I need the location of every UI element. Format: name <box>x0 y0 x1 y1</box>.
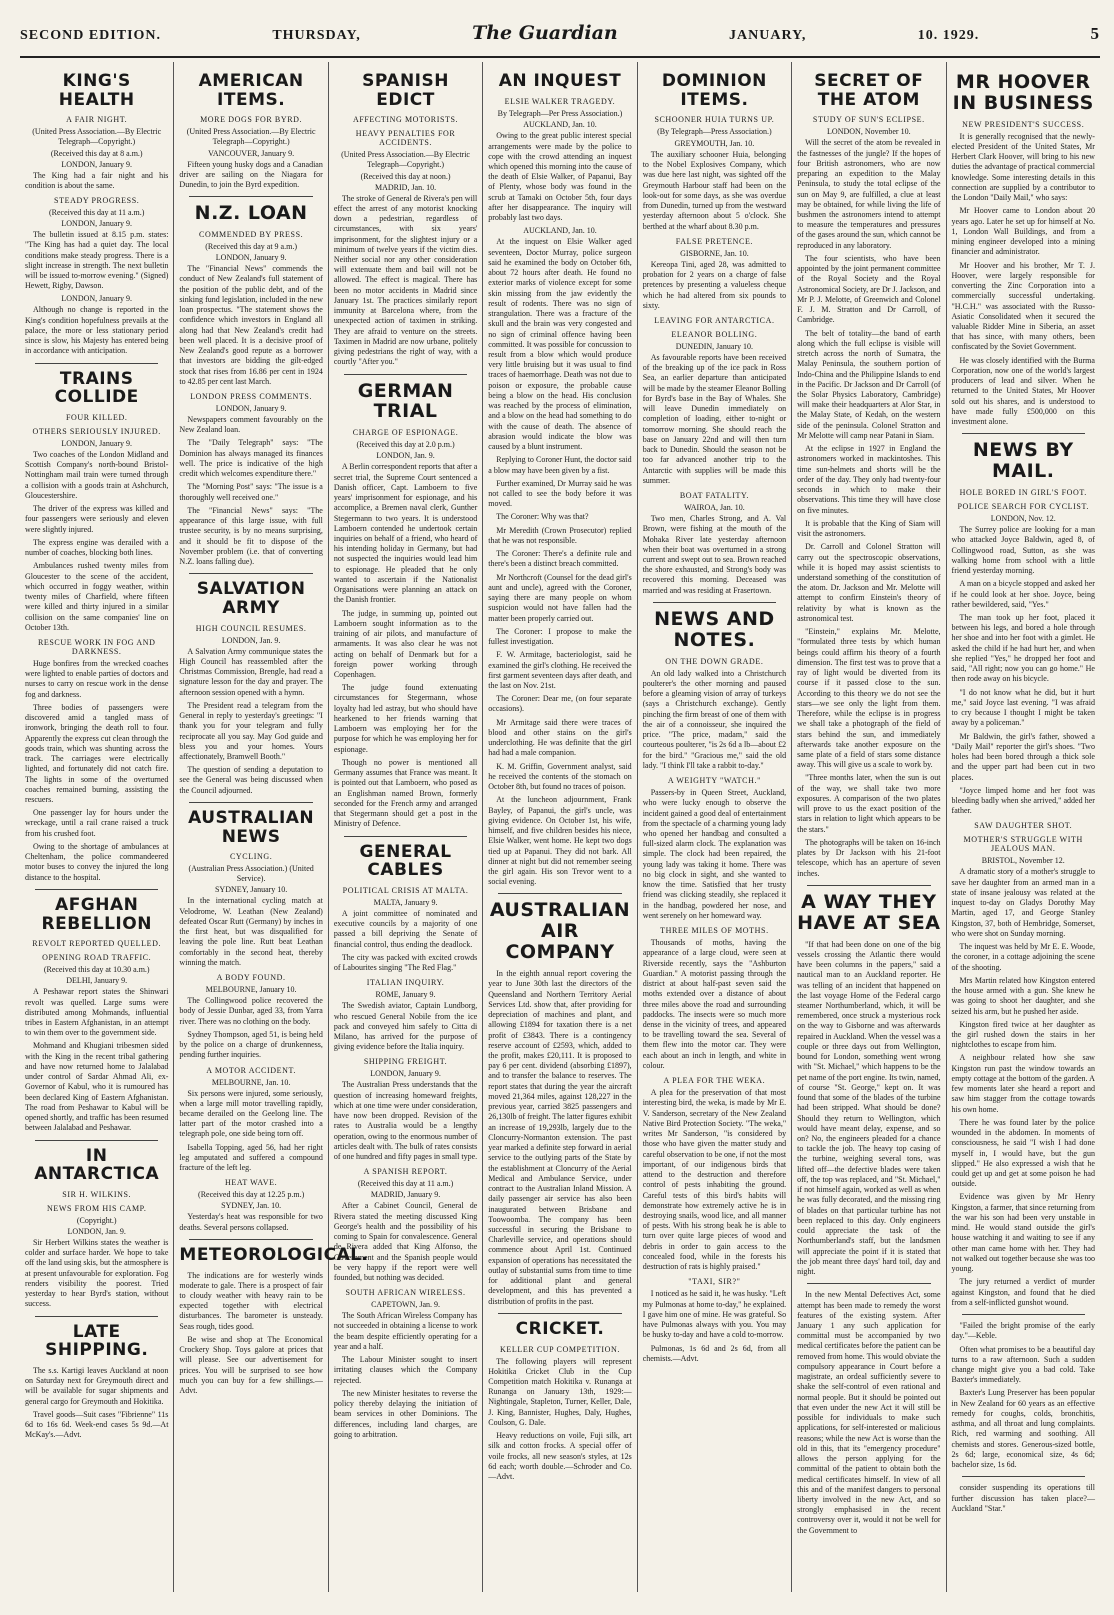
paragraph: Further examined, Dr Murray said he was not called to see the body before it was moved. <box>488 478 632 509</box>
dateline: SYDNEY, January 10. <box>214 885 288 895</box>
subhead: MOTHER'S STRUGGLE WITH JEALOUS MAN. <box>963 835 1083 854</box>
subhead: HIGH COUNCIL RESUMES. <box>195 623 307 633</box>
paragraph: The question of sending a deputation to see the General was being discussed when the Council adjourned. <box>179 765 323 795</box>
headline-spanish-edict: SPANISH EDICT <box>362 71 449 110</box>
paragraph: Dr. Carroll and Colonel Stratton will carry out the spectroscopic observations, while it is hoped may assist scientists to understand something of the constitution of the atom. Dr. Jackson and Mr. Melotte will attempt to confirm Einstein's theory of relativity by what is known as the astronomical test. <box>797 542 941 623</box>
dateline: LONDON, Jan. 9. <box>67 1226 126 1236</box>
paragraph: The jury returned a verdict of murder against Kingston, and found that he died from a self-inflicted gunshot wound. <box>951 1277 1095 1307</box>
paragraph: In the international cycling match at Velodrome, W. Leathan (New Zealand) defeated Oscar Rutt (Germany) by inches in the first heat, but was disqualified for leaving the pole line. Rutt beat Leathan comfortably in the second heat, thereby winning the match. <box>179 896 323 967</box>
dateline: MALTA, January 9. <box>373 897 438 907</box>
paragraph: The Surrey police are looking for a man who attacked Joyce Baldwin, aged 8, of Collingwood road, Sutton, as she was walking home from school with a little friend yesterday morning. <box>951 525 1095 576</box>
subhead: A MOTOR ACCIDENT. <box>206 1065 296 1075</box>
advertisement: Pulmonas, 1s 6d and 2s 6d, from all chemists.—Advt. <box>642 1343 787 1363</box>
paragraph: Evidence was given by Mr Henry Kingston, a farmer, that since returning from the war his son had been very unstable in mind. He would stand outside the girl's house watching it and waiting to see if any other man came home with her. They had not walked out together because she was too young. <box>951 1192 1095 1274</box>
day-label: THURSDAY, <box>272 28 361 43</box>
subhead: NEW PRESIDENT'S SUCCESS. <box>962 119 1085 129</box>
divider <box>807 885 930 886</box>
paragraph: Mr Hoover came to London about 20 years ago. Later he set up for himself at No. 1, London Wall Buildings, and from a mining engineer developed into a mining financier and administrator. <box>951 206 1095 257</box>
paragraph: The s.s. Kartigi leaves Auckland at noon on Saturday next for Greymouth direct and will be available for sugar shipments and general cargo for Greymouth and Hokitika. <box>25 1365 169 1406</box>
advertisement: Baxter's Lung Preserver has been popular in New Zealand for 60 years as an effective remedy for coughs, colds, bronchitis, asthma, and all throat and lung complaints. Rich, red warming and soothing. All chemists and stores. Generous-sized bottle, 2s 6d; large, economical size, 4s 6d; bachelor size, 1s 6d. <box>951 1388 1095 1470</box>
advertisement: Often what promises to be a beautiful day turns to a raw afternoon. Such a sudden change might give you a bad cold. Take Baxter's immediately. <box>951 1344 1095 1385</box>
paragraph: Ambulances rushed twenty miles from Gloucester to the scene of the accident, which occurred in foggy weather, within twenty miles of Charfield, where fifteen were killed and thirty injured in a similar collision on the same companies' line on October 13th. <box>25 561 169 632</box>
dateline: LONDON, January 9. <box>61 438 133 448</box>
divider <box>498 1313 621 1314</box>
paragraph: The "Morning Post" says: "The issue is a thoroughly well received one." <box>179 482 323 502</box>
divider <box>807 1283 930 1284</box>
received-line: (Received this day at 11 a.m.) <box>48 208 145 218</box>
received-line: (Received this day at 11 a.m.) <box>357 1179 454 1189</box>
paragraph: The Coroner: Why was that? <box>496 512 589 522</box>
paragraph: The "Financial News" commends the conduct of New Zealand's full statement of the position of the public debt, and of the sinking fund legislation, included in the new loan prospectus. "The statement shows the confidence which investors in England all along had that New Zealand's credit had been well placed. It is a decisive proof of New Zealand's good repute as a borrower that investors are bidding the gilt-edged stock that rises from 16.86 per cent in 1924 to 42.85 per cent last March. <box>179 264 323 386</box>
dateline: LONDON, January 9. <box>61 159 133 169</box>
subhead: STEADY PROGRESS. <box>54 196 140 206</box>
subhead: COMMENDED BY PRESS. <box>199 230 304 240</box>
paragraph: I noticed as he said it, he was husky. "Left my Pulmonas at home to-day," he explained. I gave him one of mine. He was grateful. So have Pulmonas always with you. You may be husky to-day and have a cold to-morrow. <box>642 1289 787 1340</box>
advertisement: Heavy reductions on voile, Fuji silk, art silk and cotton frocks. A special offer of voile frocks, all new season's styles, at 12s 6d each; worth double.—Schroder and Co.—Advt. <box>488 1431 632 1482</box>
divider <box>35 1140 158 1141</box>
dateline: WAIROA, Jan. 10. <box>684 503 745 513</box>
divider <box>962 1314 1085 1315</box>
dateline: LONDON, Jan. 9. <box>221 635 281 645</box>
paragraph: Replying to Coroner Hunt, the doctor said a blow may have been given by a fist. <box>488 455 632 475</box>
paragraph: Passers-by in Queen Street, Auckland, who were lucky enough to observe the incident gained a good deal of entertainment from the spectacle of a charming young lady who opened her handbag and consulted a full-sized alarm clock. The explanation was simple. The clock had been repaired, the young lady was taking it home. There was no big clock in sight, and she wanted to know the time. Satisfied that her trusty friend was clicking steadily, she replaced it in the handbag, powdered her nose, and went serenely on her homeward way. <box>642 788 787 920</box>
divider <box>344 374 467 375</box>
dateline: DUNEDIN, January 10. <box>675 342 754 352</box>
headline-news-and-notes: NEWS AND NOTES. <box>654 607 775 651</box>
dateline: LONDON, January 9. <box>215 253 287 263</box>
paragraph: The photographs will be taken on 16-inch plates by Dr Jackson with his 21-foot telescope, which has an aperture of seven inches. <box>797 837 941 878</box>
paragraph: A Peshawar report states the Shinwari revolt was quelled. Large sums were distributed among Mohmands, influential tribes in Eastern Afghanistan, in an attempt to win them over to the government side. <box>25 987 169 1038</box>
column-7 <box>947 62 1100 1592</box>
subhead: A BODY FOUND. <box>216 973 286 983</box>
headline-secret-of-the-atom: SECRET OF THE ATOM <box>814 71 924 110</box>
divider <box>189 573 312 574</box>
paragraph: Kereopa Tini, aged 28, was admitted to probation for 2 years on a charge of false pretences by presenting a valueless cheque which he had altered from six pounds to sixty. <box>642 259 787 310</box>
subhead: ITALIAN INQUIRY. <box>366 978 445 988</box>
paragraph: The President read a telegram from the General in reply to yesterday's greetings: "I thank you for your telegram and fully reciprocate all you say. May God guide and bless you and your homes. Yours affectionately, Bramwell Booth." <box>179 700 323 761</box>
headline-australian-news: AUSTRALIAN NEWS <box>188 807 315 847</box>
subhead: OPENING ROAD TRAFFIC. <box>42 953 152 963</box>
dateline: VANCOUVER, January 9. <box>208 148 295 158</box>
headline-in-antarctica: IN ANTARCTICA <box>34 1145 160 1185</box>
paragraph: A joint committee of nominated and executive councils by a majority of one passed a bill depriving the Senate of financial control, thus ending the deadlock. <box>333 908 478 949</box>
paragraph: The express engine was derailed with a number of coaches, blocking both lines. <box>25 537 169 558</box>
masthead <box>20 22 1100 58</box>
paragraph: Mrs Martin related how Kingston entered the house armed with a gun. She knew he was going to shoot her daughter, and she seized his arm, but he pushed her aside. <box>951 975 1095 1016</box>
received-line: (Received this day at 9 a.m.) <box>205 242 297 252</box>
dateline: LONDON, January 9. <box>61 294 133 304</box>
paragraph: Sir Herbert Wilkins states the weather is colder and surface harder. We hope to take off the land using skis, but the atmosphere is at present unfavourable for exploration. Fog renders visibility the poorest. Tried yesterday to hear Byrd's station, without success. <box>25 1237 169 1309</box>
subhead: A PLEA FOR THE WEKA. <box>663 1076 766 1086</box>
subhead: SOUTH AFRICAN WIRELESS. <box>345 1288 466 1298</box>
paragraph: Yesterday's heat was responsible for two deaths. Several persons collapsed. <box>179 1212 323 1232</box>
paragraph: A Berlin correspondent reports that after a secret trial, the Supreme Court sentenced a Danish officer, Capt. Lamboern to five years' imprisonment for espionage, and his accomplice, a Bremen naval clerk, Gunther Stegermann to two years. It is understood Lamboern contended he undertook certain inquiries on behalf of a friend, who heard of his intending holiday in Germany, but had not suspected the inquiries would lead him to espionage. He pleaded that he only wanted to ascertain if the Nationalist Organisations were planning an attack on the Danish frontier. <box>333 462 478 605</box>
paragraph: The stroke of General de Rivera's pen will effect the arrest of any motorist knocking down a pedestrian, regardless of circumstances, with six years' imprisonment, for the slightest injury or a minimum of twelve years if the victim dies. Neither social nor any other consideration will extenuate them and bail will not be allowed. The effect is magical. There has been no motor accidents in Madrid since January 1st. The practices similarly report immunity at Barcelona where, from the unexpected action of taximen in striking. They are afraid to venture on the streets. Taximen in Madrid are now urbane, politely giving pedestrians the right of way, with a courtly "After you." <box>333 193 478 367</box>
paragraph: As favourable reports have been received of the breaking up of the ice pack in Ross Sea, an earlier departure than anticipated will be made by the steamer Eleanor Bolling for Byrd's base in the Bay of Whales. She will leave Dunedin immediately on completion of loading, either to-night or tomorrow morning. She should reach the base on January 22nd and will then turn back to Dunedin. Should the season not be too far advanced another trip to the Antarctic with supplies will be made this summer. <box>642 353 787 485</box>
subhead: AFFECTING MOTORISTS. <box>352 115 459 125</box>
paragraph: The Swedish aviator, Captain Lundborg, who rescued General Nobile from the ice pack and conveyed him safely to Citta di Milano, has arrived for the purpose of giving evidence before the Italia inquiry. <box>333 1001 478 1052</box>
headline-german-trial: GERMAN TRIAL <box>357 379 454 423</box>
dateline: GREYMOUTH, Jan. 10. <box>674 138 755 148</box>
paragraph: The South African Wireless Company has not succeeded in obtaining a license to work the beam despite efficiently operating for a year and a half. <box>333 1311 478 1351</box>
subhead: THREE MILES OF MOTHS. <box>660 926 769 936</box>
paragraph: Six persons were injured, some seriously, when a large mill motor travelling rapidly, became derailed on the Geelong line. The latter part of the motor crashed into a telegraph pole, one side being torn off. <box>179 1088 323 1139</box>
divider <box>344 836 467 837</box>
dateline: MADRID, Jan. 10. <box>375 182 437 192</box>
paragraph: The judge, in summing up, pointed out Lamboern sought information as to the training of air pilots, and manufacture of armaments. It was also clear he was not acting on behalf of Denmark but for a foreign power working through Copenhagen. <box>333 608 478 680</box>
headline-trains-collide: TRAINS COLLIDE <box>54 368 139 408</box>
divider <box>498 893 621 894</box>
paragraph: The Coroner: There's a definite rule and there's been a distinct breach committed. <box>488 549 632 569</box>
paragraph: The auxiliary schooner Huia, belonging to the Nobel Explosives Company, which was due here last night, was sighted off the Greymouth Harbour staff had been on the look-out for some days, as she was overdue from Dunedin, turned up from the westward yesterday afternoon about 5 o'clock. She berthed at the wharf about 8.30 p.m. <box>642 149 787 231</box>
paragraph: There he was found later by the police wounded in the abdomen. In moments of consciousness, he said "I wish I had done myself in, I would have, but the gun slipped." He also expressed a wish that he could get up and get at some poison he had outside. <box>951 1117 1095 1189</box>
subhead: MORE DOGS FOR BYRD. <box>200 115 303 125</box>
columns <box>20 62 1100 1592</box>
paragraph: The King had a fair night and his condition is about the same. <box>25 170 169 190</box>
subhead: CYCLING. <box>229 852 273 862</box>
paragraph: Newspapers comment favourably on the New Zealand loan. <box>179 414 323 435</box>
paragraph: It is probable that the King of Siam will visit the astronomers. <box>797 518 941 539</box>
headline-australian-air-company: AUSTRALIAN AIR COMPANY <box>489 899 631 964</box>
paragraph: He was closely identified with the Burma Corporation, now one of the world's largest producers of lead and silver. When he returned to the United States, Mr Hoover sold out his shares, and is understood to have made fully £500,000 on this investment alone. <box>951 355 1095 427</box>
edition-label: SECOND EDITION. <box>20 28 162 43</box>
headline-nz-loan: N.Z. LOAN <box>194 202 308 225</box>
subhead: STUDY OF SUN'S ECLIPSE. <box>812 115 925 125</box>
paragraph: "If that had been done on one of the big vessels crossing the Atlantic there would have been columns in the papers," said a nautical man to an Auckland reporter. He was telling of an incident that happened on the last voyage Home of the Federal cargo steamer Northumberland, which, it will be remembered, once struck a mysterious rock on the way to Gisborne and was afterwards repaired in Auckland. When the vessel was a couple or three days out from Wellington, bound for London, something went wrong with "St. Michael," which happens to be the pet name of the port engine. Its twin, named, of course "St. George," kept on. It was found that some of the blades of the turbine had been stripped. What should be done? Should they return to Wellington, which would have meant delay, expense, and so on? No, the engineers pleaded for a chance to tackle the job. The heavy top casing of the turbine, weighing several tons, was lifted off—the defective blades were taken off, the top was replaced, and "St. Michael," if not himself again, worked as well as when he was fully decorated, and the missing ring of blades on that particular turbine has not been replaced to this day. Only engineers could appreciate the task of the Northumberland's staff, but the landsmen will appreciate the point if it is stated that the job meant three days' hard toil, day and night. <box>797 939 941 1277</box>
received-line: (Received this day at 12.25 p.m.) <box>198 1190 305 1200</box>
dateline: LONDON, Jan. 9. <box>376 451 435 461</box>
dateline: BRISTOL, November 12. <box>981 856 1065 866</box>
paragraph: At the inquest on Elsie Walker aged seventeen, Doctor Murray, police surgeon said he examined the body on October 6th, about 72 hours after death. He found no exterior marks of violence except for some skin missing from the jaw evidently the result of rodents. There was no sign of strangulation. There was a fracture of the skull and the brain was very congested and no sign of criminal offence having been committed. It was possible for concussion to result from a blow which would produce very little bruising but it was usual to find traces of haemorrhage. Death was not due to poison or exposure, the probable cause being a blow on the head. His conclusion was reached by the process of elimination, and a blow on the head had something to do with the cause of death. The absence of abrasion would indicate the blow was caused by a blunt instrument. <box>488 237 632 452</box>
paragraph: Fifteen young husky dogs and a Canadian driver are sailing on the Niagara for Dunedin, to join the Byrd expedition. <box>179 159 323 190</box>
paragraph: The "Daily Telegraph" says: "The Dominion has always managed its finances well. The price is indicative of the high credit which welcomes expenditure there." <box>179 438 323 479</box>
paragraph: Sydney Thompson, aged 51, is being held by the police on a charge of drunkenness, pending further inquiries. <box>179 1029 323 1060</box>
paragraph: The indications are for westerly winds moderate to gale. There is a prospect of fair to cloudy weather with heavy rain to be expected together with electrical disturbances. The barometer is unsteady. Seas rough, tides good. <box>179 1270 323 1331</box>
subhead: POLITICAL CRISIS AT MALTA. <box>342 885 469 895</box>
column-3 <box>329 62 483 1592</box>
subhead: LONDON PRESS COMMENTS. <box>190 391 313 401</box>
paragraph: The belt of totality—the band of earth along which the full eclipse is visible will stretch across the north of Sumatra, the Malay Peninsula, the southern portion of Indo-China and the Philippine Islands to end in the Pacific. Dr Jackson and Dr Carroll (of the Solar Physics Laboratory, Cambridge) will make their headquarters at Alor Star, in the Malay State, of Kedah, on the western side of the peninsula. Colonel Stratton and Mr Melotte will camp near Patani in Siam. <box>797 328 941 440</box>
dateline: MELBOURNE, January 10. <box>205 985 297 995</box>
subhead: ELEANOR BOLLING. <box>671 330 758 340</box>
subhead: RESCUE WORK IN FOG AND DARKNESS. <box>37 637 156 656</box>
advertisement: Be wise and shop at The Economical Crockery Shop. Toys galore at prices that will please. See our advertisement for prices. You will be surprised to see how much you can buy for a few shillings.—Advt. <box>179 1334 323 1396</box>
subhead: HEAT WAVE. <box>225 1178 278 1188</box>
paragraph: In the eighth annual report covering the year to June 30th last the directors of the Queensland and Northern Territory Aerial Services Ltd. show that, after providing for depreciation of machines and plant, and allowing £1894 for taxation there is a net profit of £3843. There is a contingency reserve account of £2593, which, added to the profit, makes £20,111. It is proposed to pay 6 per cent. dividend (absorbing £1897), and to transfer the balance to reserves. The report states that during the year the aircraft moved 21,364 miles, against 128,227 in the previous year, carried 3825 passengers and 26,130lb of freight. The latter figures exhibit an increase of 19,293lb, largely due to the Cloncurry-Normanton extension. The past year marked a definite step forward in aerial service to the outlying parts of the State by the establishment at Cloncurry of the Aerial Medical and Ambulance Service, under contract to the Australian Inland Mission. A daily passenger air service has also been inaugurated between Brisbane and Toowoomba. The company has been successful in securing the Brisbane to Charleville service, and operations should commence about April 1st. Continued expansion of operations has necessitated the outlay of substantial sums from time to time for additional plant and general development, and this has prevented a distribution of profits in the past. <box>488 969 632 1306</box>
headline-an-inquest: AN INQUEST <box>498 71 622 91</box>
dateline: AUCKLAND, Jan. 10. <box>523 120 597 130</box>
subhead: KELLER CUP COMPETITION. <box>500 1344 620 1354</box>
paragraph: The Labour Minister sought to insert irritating clauses which the Company rejected. <box>333 1355 478 1385</box>
paragraph: In the new Mental Defectives Act, some attempt has been made to remedy the worst features of the existing system. After January 1 any such application for committal must be accompanied by two medical certificates before the patient can be removed from home. This would obviate the compulsory appearance in Court before a magistrate, an ordeal sufficiently severe to shake the self-control of even rational and normal people. But it should be pointed out that even under the new Act it will still be possible for individuals to make such applications, for self-interested or malicious reasons; while the new Act is worse than the old in this, that its "emergency procedure" allows the person applying for the committal of the patient to obtain both the medical certificates himself. In view of all this and of the manifest dangers to personal liberty involved in the new Act, and so strongly emphasised in the recent controversy over it, would it not be well for the Government to <box>797 1290 941 1535</box>
paragraph: A dramatic story of a mother's struggle to save her daughter from an armed man in a state of insane jealousy was related at the inquest to-day on Gladys Dorothy May Martin, aged 17, and George Stanley Kingston, 37, both of Hembridge, Somerset, who were shot on Sunday morning. <box>951 867 1095 938</box>
paragraph: A plea for the preservation of that most interesting bird, the weka, is made by Mr E. V. Sanderson, secretary of the New Zealand Native Bird Protection Society. "The weka," writes Mr Sanderson, "is considered by those who have given the matter study and careful observation to be one, if not the most important, of our indigenous birds that attend to the destruction and therefore control of pests inhabiting the ground. Careful tests of this bird's habits will demonstrate how extremely active he is in destroying snails, wood lice, and all manner of pests. With his strong beak he is able to turn over quite large pieces of wood and debris in order to gain access to the concealed food, while in the forests his destruction of rats is highly praised." <box>642 1088 787 1272</box>
divider <box>35 889 158 890</box>
subhead: BOAT FATALITY. <box>679 491 749 501</box>
headline-news-by-mail: NEWS BY MAIL. <box>972 439 1074 483</box>
paragraph: Thousands of moths, having the appearance of a large cloud, were seen at Riverside recently, says the "Ashburton Guardian." A motorist passing through the district at about half-past seven said the moths extended over a distance of about three miles above the road and surrounding paddocks. The insects were so much more dense in the vicinity of trees, and appeared to be travelling toward the sea. Several of them flew into the motor car. They were each about an inch in length, and white in colour. <box>642 938 787 1070</box>
dateline: LONDON, January 9. <box>215 403 287 413</box>
paragraph: "I do not know what he did, but it hurt me," said Joyce last evening. "I was afraid to cry because I thought I might be taken away by a policeman." <box>951 687 1095 728</box>
column-4 <box>483 62 637 1592</box>
subhead: ON THE DOWN GRADE. <box>665 656 764 666</box>
subhead: SHIPPING FREIGHT. <box>363 1057 448 1067</box>
divider <box>962 433 1085 434</box>
subhead: FOUR KILLED. <box>66 412 128 422</box>
paragraph: The city was packed with excited crowds of Labourites singing "The Red Flag." <box>333 952 478 973</box>
dateline: AUCKLAND, Jan. 10. <box>523 226 597 236</box>
subhead: SAW DAUGHTER SHOT. <box>974 821 1073 831</box>
dateline: DELHI, January 9. <box>66 976 128 986</box>
headline-meteorological: METEOROLOGICAL. <box>179 1244 369 1265</box>
divider <box>962 1476 1085 1477</box>
subhead: A WEIGHTY "WATCH." <box>667 776 761 786</box>
paragraph: The new Minister hesitates to reverse the policy thereby delaying the initiation of beam services in other Dominions. The differences, including land charges, are going to arbitration. <box>333 1388 478 1439</box>
headline-dominion-items: DOMINION ITEMS. <box>661 71 767 110</box>
headline-mr-hoover-in-business: MR HOOVER IN BUSINESS <box>952 71 1094 114</box>
subhead: FALSE PRETENCE. <box>675 236 754 246</box>
paragraph: Will the secret of the atom be revealed in the fastnesses of the jungle? If the hopes of four British astronomers, who are now preparing an expedition to the Malay Peninsula, to study the total eclipse of the sun on May 9, are fulfilled, a clue at least may be obtained, for while living the life of bushmen the astronomers intend to attempt to measure the temperatures and pressures of the gases around the sun, which cannot be reproduced in any laboratory. <box>797 138 941 250</box>
paragraph: An old lady walked into a Christchurch poulterer's the other morning and paused before a gleaming vision of array of turkeys (says a Christchurch exchange). Gently pinching the firm breast of one of them with the air of a connoisseur, she inquired the price. "The price, madam," said the courteous poulterer, "is 2s 6d a lb—about £2 for the bird." "Gracious me," said the old lady. "I think I'll take a rabbit to-day." <box>642 668 787 770</box>
dateline: ROME, January 9. <box>375 990 436 1000</box>
subhead: OTHERS SERIOUSLY INJURED. <box>32 426 161 436</box>
paragraph: Owing to the great public interest special arrangements were made by the police to cope with the crowd attending an inquest which opened this morning into the cause of the death of Elsie Walker, of Papanui, Bay of Plenty, whose body was found in the scrub at Tamaki on October 5th, four days after her disappearance. The inquiry will probably last two days. <box>488 131 632 223</box>
subhead: A SPANISH REPORT. <box>363 1167 448 1177</box>
paragraph: Two men, Charles Strong, and A. Val Brown, were fishing at the mouth of the Mohaka River late yesterday afternoon when their boat was overturned in a strong current and swept out to sea. Brown reached the shore exhausted, and Strong's body was recovered this morning. Deceased was married and was residing at Frasertown. <box>642 514 787 595</box>
subhead: SIR H. WILKINS. <box>62 1189 132 1199</box>
subhead: SCHOONER HUIA TURNS UP. <box>654 115 775 125</box>
paragraph: K. M. Griffin, Government analyst, said he received the contents of the stomach on October 8th, but found no traces of poison. <box>488 761 632 792</box>
paragraph: Though no power is mentioned all Germany assumes that France was meant. It is pointed out that Lamboern, who posed as an Englishman named Brown, formerly seconded for the French army and arranged that Stegermann should get a post in the Ministry of Defence. <box>333 757 478 829</box>
subhead: CHARGE OF ESPIONAGE. <box>352 428 459 438</box>
paragraph: Mr Hoover and his brother, Mr T. J. Hoover, were largely responsible for converting the Zinc Corporation into a commercially successful undertaking. "H.C.H." was associated with the Russo-Asiatic Consolidated when it secured the valuable Ridder Mine in Siberia, an asset that has since, with many others, been confiscated by the Soviet Government. <box>951 260 1095 352</box>
paragraph: The four scientists, who have been appointed by the joint permanent committee of the Royal Society and the Royal Astronomical Society, are Dr J. Jackson, and Mr P. J. Melotte, of Greenwich and Colonel F. J. M. Stratton and Dr Carroll, of Cambridge. <box>797 253 941 325</box>
date-label: 10. 1929. <box>917 28 980 43</box>
received-line: (Received this day at 2.0 p.m.) <box>356 440 455 450</box>
divider <box>189 196 312 197</box>
paragraph: The judge found extenuating circumstances for Stegermann, whose loyalty had led astray, but who should have hearkened to her friends warning that Lamboern was employing her for the purpose for which he was employing her for espionage. <box>333 683 478 754</box>
paragraph: A man on a bicycle stopped and asked her if he could look at her shoe. Joyce, being rather bewildered, said, "Yes." <box>951 579 1095 609</box>
paragraph: Kingston fired twice at her daughter as the girl rushed down the stairs in her nightclothes to escape from him. <box>951 1019 1095 1050</box>
paragraph: The bulletin issued at 8.15 p.m. states: "The King has had a quiet day. The local conditions make steady progress. There is a slight increase in strength. The next bulletin will be issued to-morrow evening." (Signed) Hewett, Rigby, Dawson. <box>25 230 169 291</box>
credit-line: (United Press Association.—By Electric Telegraph—Copyright.) <box>32 127 162 146</box>
subhead: LEAVING FOR ANTARCTICA. <box>654 316 775 326</box>
divider <box>653 602 776 603</box>
headline-late-shipping: LATE SHIPPING. <box>45 1321 149 1361</box>
paragraph: The Coroner: Dear me, (on four separate occasions). <box>488 694 632 714</box>
paragraph: Three bodies of passengers were discovered amid a tangled mass of ironwork, bringing the death roll to four. Apparently the express cut clean through the goods train, which was shunting across the track. The carriages were electrically lighted, and fortunately did not catch fire. The lights in some of the overturned coaches remained burning, assisting the rescuers. <box>25 702 169 805</box>
headline-salvation-army: SALVATION ARMY <box>196 579 306 618</box>
paragraph: "Einstein," explains Mr. Melotte, "formulated three tests by which human beings could affirm his theory of a fourth dimension. The first test was to prove that a ray of light would be diverted from its course if it passed close to the sun. According to this theory we do not see the stars—we see only the light from them. Therefore, while the eclipse is in progress we shall take a photograph of the field of stars behind the sun, and immediately afterwards take another exposure on the same plate of a field of stars some distance away. This will give us a scale to work by. <box>797 627 941 770</box>
paragraph: The man took up her foot, placed it between his legs, and bored a hole through her shoe and into her foot with a gimlet. He asked the child if he had hurt her, and when she replied "Yes," he dropped her foot and said, "All right; now you can go home." He then rode away on his bicycle. <box>951 613 1095 684</box>
dateline: LONDON, January 9. <box>61 219 133 229</box>
column-6 <box>792 62 946 1592</box>
paragraph: consider suspending its operations till further discussion has taken place?—Auckland "Star." <box>951 1483 1095 1513</box>
divider <box>189 802 312 803</box>
paragraph: The following players will represent Hokitika Cricket Club in the Cup Competition match Hokitika v. Runanga at Runanga on January 13th, 1929:—Nightingale, Stapleton, Turner, Keller, Dale, J. King, Bannister, Hughes, Daly, Hughes, Coulson, G. Dale. <box>488 1356 632 1427</box>
column-2 <box>174 62 369 1592</box>
dateline: LONDON, Nov. 12. <box>990 514 1056 524</box>
advertisement: "Failed the bright promise of the early day."—Keble. <box>951 1321 1095 1341</box>
paragraph: After a Cabinet Council, General de Rivera stated the meeting discussed King George's health and the possibility of his coming to Spain for convalescence. General de Rivera added that King Alfonso, the Government and the Spanish people would be very happy if the report were well founded, but nothing was decided. <box>333 1201 478 1282</box>
newspaper-title: The Guardian <box>472 22 618 44</box>
credit-line: (United Press Association.—By Electric Telegraph—Copyright.) <box>186 127 316 146</box>
subhead: POLICE SEARCH FOR CYCLIST. <box>957 502 1089 512</box>
dateline: CAPETOWN, Jan. 9. <box>371 1300 441 1310</box>
paragraph: Mr Armitage said there were traces of blood and other stains on the girl's underclothing. He was definite that the girl had had a male companion. <box>488 717 632 758</box>
paragraph: At the luncheon adjournment, Frank Bayley, of Papanui, the girl's uncle, was giving evidence. On October 1st, his wife, himself, and five children besides his niece, Elsie Walker, went home. He kept two dogs tied up at Papanui. They did not bark. All dinner at night but did not remember seeing the girl again. His son Trevor went to a social evening. <box>488 795 632 887</box>
subhead: A FAIR NIGHT. <box>66 115 128 125</box>
paragraph: Although no change is reported in the King's condition hopefulness prevails at the palace, the more or less stationary period since is slow, his Majesty has entered being in accordance with anticipation. <box>25 305 169 356</box>
credit-line: (Copyright.) <box>76 1215 117 1225</box>
paragraph: The Australian Press understands that the question of increasing homeward freights, which at one time were under consideration, have now been dropped. Revision of the rates to Australia would be a lengthy operation, owing to the enormous number of articles dealt with. The bulk of rates consists of one hundred and fifty pages in small type. <box>333 1080 478 1162</box>
credit-line: (United Press Association.—By Electric Telegraph—Copyright.) <box>341 150 470 169</box>
headline-cricket: CRICKET. <box>515 1318 605 1339</box>
paragraph: Mr Baldwin, the girl's father, showed a "Daily Mail" reporter the girl's shoes. "Two holes had been bored through a thick sole and the upper part had been cut in two places. <box>951 731 1095 782</box>
advertisement: Travel goods—Suit cases "Fibrienne" 11s 6d to 16s 6d. Week-end cases 5s 9d.—At McKay's.—Advt. <box>25 1409 169 1440</box>
paragraph: Mohmand and Khugiani tribesmen sided with the King in the recent tribal gathering and have now returned home to Jalalabad under control of Sardar Ahmad Ali, ex-Governor of Kabul, who it is rumoured has been declared King of Eastern Afghanistan. The road from Peshawar to Kabul will be opened shortly, and traffic has been resumed between Jalalabad and Peshawar. <box>25 1041 169 1133</box>
headline-general-cables: GENERAL CABLES <box>359 841 452 881</box>
paragraph: "Three months later, when the sun is out of the way, we shall take two more exposures. A comparison of the two plates will prove to us the exact position of the stars in relation to light which appears to be the stars." <box>797 773 941 834</box>
dateline: LONDON, January 9. <box>370 1069 441 1079</box>
credit-line: By Telegraph—Per Press Association.) <box>497 108 623 118</box>
paragraph: A Salvation Army communique states the High Council has reassembled after the Christmas Commission, Brengle, had read a signature lesson for the day and prayer. The afternoon session opened with a hymn. <box>179 646 323 697</box>
paragraph: At the eclipse in 1927 in England the astronomers worked in mackintoshes. This time sun-helmets and shorts will be the order of the day. They only had twenty-four seconds in which to make their observations. This time they will have close on five minutes. <box>797 444 941 515</box>
paragraph: A neighbour related how she saw Kingston run past the window towards an empty cottage at the bottom of the garden. A few moments later she heard a report and saw him stagger from the cottage towards his own home. <box>951 1053 1095 1114</box>
column-1 <box>20 62 174 1592</box>
dateline: LONDON, November 10. <box>827 127 911 137</box>
page-number: 5 <box>1090 24 1100 43</box>
paragraph: The "Financial News" says: "The appearance of this large issue, with full trustee security, is by no means surprising, and it should be fit to dispose of the November problem (i.e. that of converting N.Z. loans falling due). <box>179 505 323 567</box>
paragraph: Mr Northcroft (Counsel for the dead girl's aunt and uncle), agreed with the Coroner, saying there are many people on whom suspicion would not have fallen had the matter been properly carried out. <box>488 572 632 623</box>
headline-afghan-rebellion: AFGHAN REBELLION <box>41 894 152 934</box>
month-label: JANUARY, <box>729 28 807 43</box>
dateline: SYDNEY, Jan. 10. <box>221 1201 282 1211</box>
divider <box>35 1316 158 1317</box>
headline-american-items: AMERICAN ITEMS. <box>198 71 304 110</box>
paragraph: Isabella Topping, aged 56, had her right leg amputated and suffered a compound fracture of the left leg. <box>179 1142 323 1173</box>
column-5 <box>638 62 792 1592</box>
subhead: NEWS FROM HIS CAMP. <box>47 1203 147 1213</box>
subhead: REVOLT REPORTED QUELLED. <box>32 939 162 949</box>
headline-a-way-they-have-at-sea: A WAY THEY HAVE AT SEA <box>797 890 941 934</box>
paragraph: One passenger lay for hours under the wreckage, until a rail crane raised a truck from his crushed foot. <box>25 808 169 838</box>
paragraph: The Coroner: I propose to make the fullest investigation. <box>488 626 632 647</box>
paragraph: Huge bonfires from the wrecked coaches were lighted to enable parties of doctors and nurses to carry on rescue work in the dense fog and darkness. <box>25 658 169 699</box>
dateline: GISBORNE, Jan. 10. <box>680 248 749 258</box>
paragraph: The Collingwood police recovered the body of Jessie Dunbar, aged 33, from Yarra river. There was no clothing on the body. <box>179 996 323 1026</box>
paragraph: Two coaches of the London Midland and Scottish Company's north-bound Bristol-Nottingham mail train were turned through a collision with a goods train at Ashchurch, Gloucestershire. <box>25 449 169 500</box>
paragraph: It is generally recognised that the newly-elected President of the United States, Mr Herbert Clark Hoover, will bring to his new duties the advantage of practical commercial knowledge. Some interesting details in this connection are supplied by a contributor to the London "Daily Mail," who says: <box>951 131 1095 203</box>
subhead: ELSIE WALKER TRAGEDY. <box>504 96 616 106</box>
divider <box>35 363 158 364</box>
credit-line: (Australian Press Association.) (United Service). <box>188 864 314 883</box>
dateline: MADRID, January 9. <box>370 1190 441 1200</box>
paragraph: F. W. Armitage, bacteriologist, said he examined the girl's clothing. He received the first garment seventeen days after death, and the last on Nov. 21st. <box>488 650 632 690</box>
dateline: MELBOURNE, Jan. 10. <box>211 1077 291 1087</box>
headline-kings-health: KING'S HEALTH <box>58 71 135 110</box>
credit-line: (By Telegraph—Press Association.) <box>657 127 772 137</box>
received-line: (Received this day at 8 a.m.) <box>50 148 143 158</box>
received-line: (Received this day at 10.30 a.m.) <box>43 965 150 975</box>
subhead: HOLE BORED IN GIRL'S FOOT. <box>959 488 1087 498</box>
paragraph: Mr Meredith (Crown Prosecutor) replied that he was not responsible. <box>488 525 632 545</box>
paragraph: Owing to the shortage of ambulances at Cheltenham, the police commandeered motor buses to convey the injured the long distance to the hospital. <box>25 841 169 882</box>
subhead: HEAVY PENALTIES FOR ACCIDENTS. <box>355 129 456 148</box>
paragraph: "Joyce limped home and her foot was bleeding badly when she arrived," added her father. <box>951 785 1095 816</box>
divider <box>189 1239 312 1240</box>
paragraph: The driver of the express was killed and four passengers were seriously and eleven were slightly injured. <box>25 504 169 534</box>
paragraph: The inquest was held by Mr E. E. Woode, the coroner, in a cottage adjoining the scene of the shooting. <box>951 942 1095 972</box>
received-line: (Received this day at noon.) <box>360 171 451 181</box>
subhead: "TAXI, SIR?" <box>688 1277 741 1287</box>
